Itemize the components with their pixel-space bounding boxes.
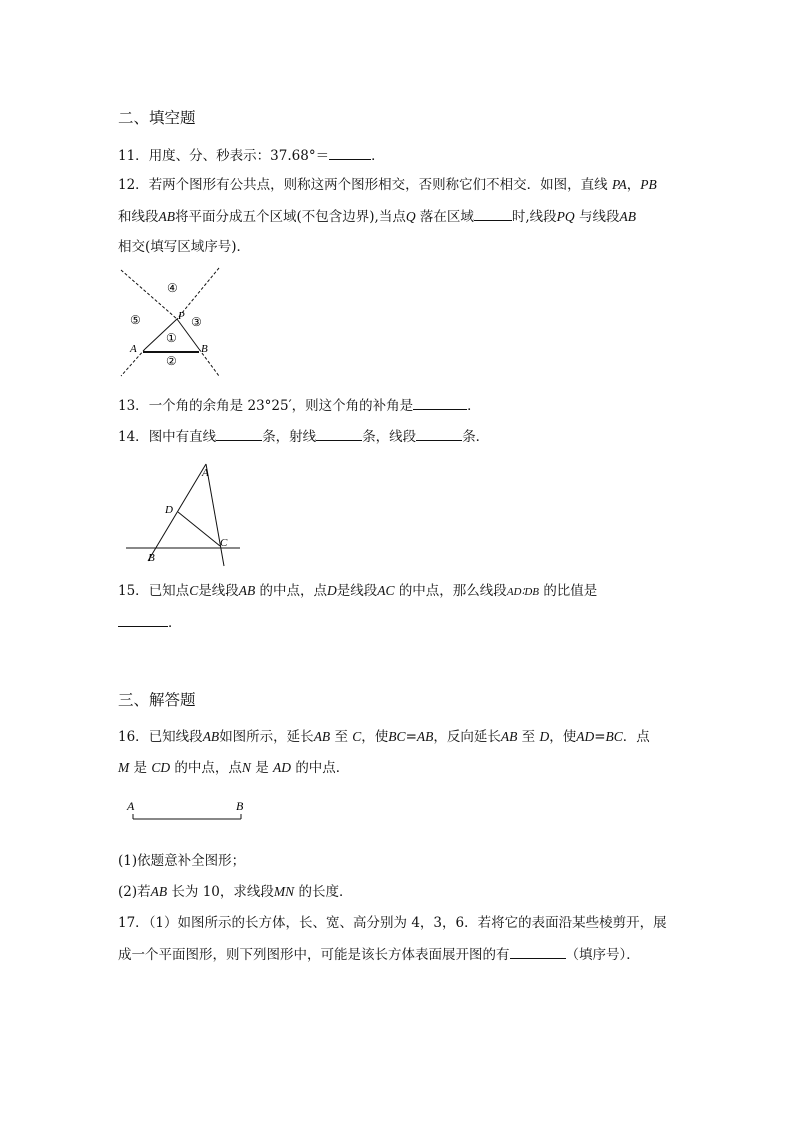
question-12-line-2: 和线段AB将平面分成五个区域(不包含边界),当点Q 落在区域 时,线段PQ 与线段AB <box>118 206 636 227</box>
point-a-label: A <box>202 467 209 479</box>
question-number: 12． <box>118 177 149 193</box>
question-text: 一个角的余角是 23°25′，则这个角的补角是 <box>148 398 414 414</box>
question-16-part-1: (1)依题意补全图形； <box>118 853 246 869</box>
region-4-label: ④ <box>167 281 178 295</box>
question-number: 11． <box>118 148 149 164</box>
question-17-line-2: 成一个平面图形，则下列图形中，可能是该长方体表面展开图的有 （填序号）． <box>118 944 640 965</box>
section-title-solve: 三、解答题 <box>118 691 196 709</box>
point-a-label: A <box>130 343 137 355</box>
question-text: 用度、分、秒表示：37.68°＝ <box>148 148 330 164</box>
question-number: 16． <box>118 729 149 745</box>
region-3-label: ③ <box>191 315 202 329</box>
point-a-label: A <box>127 799 135 813</box>
question-15-line-2: ． <box>118 612 182 633</box>
figure-segment-ab <box>124 795 254 827</box>
region-1-label: ① <box>166 331 177 345</box>
point-d-label: D <box>165 504 173 516</box>
point-b-label: B <box>201 343 208 355</box>
answer-blank-segments[interactable] <box>416 426 462 441</box>
region-2-label: ② <box>166 354 177 368</box>
point-b-label: B <box>148 552 155 564</box>
point-c-label: C <box>220 537 228 549</box>
question-14: 14．图中有直线 条，射线 条，线段 条． <box>118 426 489 447</box>
region-5-label: ⑤ <box>130 313 141 327</box>
question-number: 13． <box>118 398 149 414</box>
question-11: 11．用度、分、秒表示：37.68°＝ ． <box>118 145 385 166</box>
question-12-line-1: 12．若两个图形有公共点，则称这两个图形相交，否则称它们不相交．如图，直线 PA，PB <box>118 177 657 193</box>
question-number: 15． <box>118 583 149 599</box>
question-12-line-3: 相交(填写区域序号)． <box>118 239 251 255</box>
figure-regions-diagram <box>115 266 230 382</box>
answer-blank-lines[interactable] <box>216 426 262 441</box>
section-title-fill-blank: 二、填空题 <box>118 109 196 127</box>
question-17-line-1: 17．（1）如图所示的长方体，长、宽、高分别为 4，3，6．若将它的表面沿某些棱剪开，展 <box>118 915 667 931</box>
point-b-label: B <box>236 799 244 813</box>
answer-blank[interactable] <box>118 612 168 627</box>
answer-blank[interactable] <box>510 944 566 959</box>
question-16-line-2: M 是 CD 的中点，点N 是 AD 的中点． <box>118 760 350 776</box>
question-13: 13．一个角的余角是 23°25′，则这个角的补角是 ． <box>118 395 481 416</box>
figure-triangle-lines <box>122 458 247 570</box>
answer-blank[interactable] <box>474 206 512 221</box>
question-number: 14． <box>118 429 149 445</box>
answer-blank-rays[interactable] <box>316 426 362 441</box>
point-p-label: P <box>178 310 185 322</box>
question-16-part-2: (2)若AB 长为 10，求线段MN 的长度． <box>118 884 353 900</box>
question-number: 17． <box>118 915 149 931</box>
answer-blank[interactable] <box>329 145 371 160</box>
question-15-line-1: 15．已知点C是线段AB 的中点，点D是线段AC 的中点，那么线段AD∶DB 的比值是 <box>118 583 598 599</box>
answer-blank[interactable] <box>413 395 467 410</box>
question-16-line-1: 16．已知线段AB如图所示，延长AB 至 C，使BC=AB，反向延长AB 至 D，使AD=BC．点 <box>118 729 650 745</box>
